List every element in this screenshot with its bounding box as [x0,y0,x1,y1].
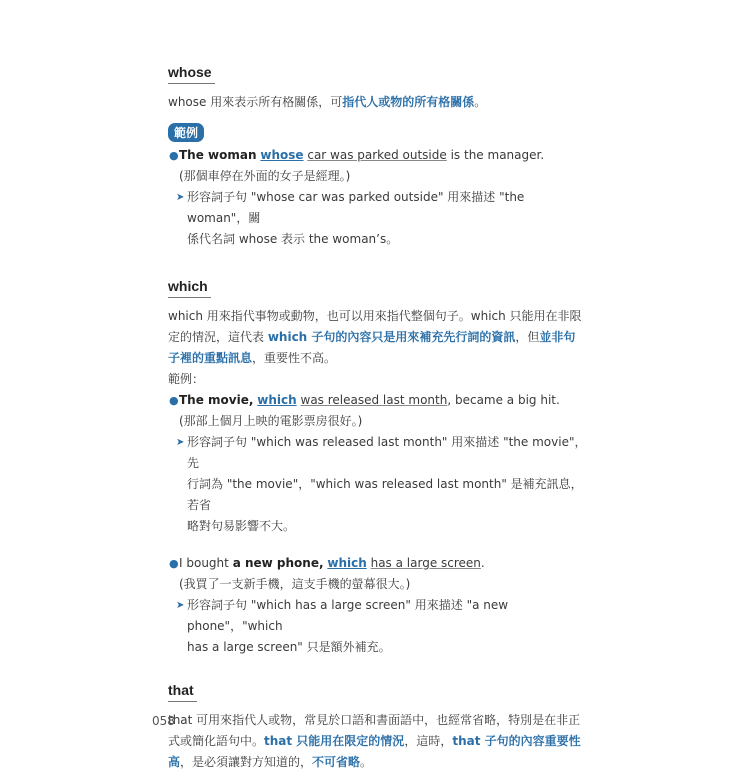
example-sentence: ● The movie, which was released last month, became a big hit. [168,390,588,411]
example-sentence: ● I bought a new phone, which has a large screen. [168,553,588,574]
bullet-dot-icon: ● [169,394,179,407]
explanation-note: ➤ 形容詞子句 "which has a large screen" 用來描述 "a new phone"，"which has a large screen" 只是額外補充。 [168,595,588,658]
arrow-right-icon: ➤ [176,192,185,203]
intro-paragraph: whose 用來表示所有格關係，可指代人或物的所有格關係。 [168,95,487,109]
section-heading: which [168,278,211,298]
arrow-right-icon: ➤ [176,437,185,448]
bullet-dot-icon: ● [169,149,179,162]
page-content [168,62,588,773]
page-number: 058 [152,714,175,728]
bullet-dot-icon: ● [169,557,179,570]
keyword: whose [260,148,304,162]
section-heading: whose [168,64,215,84]
highlight-text: 指代人或物的所有格關係 [342,95,475,109]
keyword: which [327,556,367,570]
arrow-right-icon: ➤ [176,600,185,611]
keyword: which [257,393,297,407]
section-which [168,276,588,658]
translation: (那個車停在外面的女子是經理。) [179,169,351,183]
translation: (我買了一支新手機，這支手機的螢幕很大。) [179,577,411,591]
example-badge: 範例 [168,123,204,142]
explanation-note: ➤ 形容詞子句 "which was released last month" 用來描述 "the movie"，先 行詞為 "the movie"，"which was released last month" 是補充訊息，若省 略對句易影響不大。 [168,432,588,537]
example-sentence: ● The woman whose car was parked outside is the manager. [168,145,588,166]
explanation-note: ➤ 形容詞子句 "whose car was parked outside" 用來描述 "the woman"，關 係代名詞 whose 表示 the woman’s。 [168,187,588,250]
intro-paragraph: that 可用來指代人或物，常見於口語和書面語中，也經常省略，特別是在非正 式或簡化語句中。that 只能用在限定的情況，這時，that 子句的內容重要性 高，是必須讓對方知道的，不可省略。 [168,713,581,769]
section-heading: that [168,682,197,702]
section-whose [168,62,588,250]
translation: (那部上個月上映的電影票房很好。) [179,414,363,428]
section-that [168,680,588,773]
example-label: 範例： [168,372,205,386]
intro-paragraph: which 用來指代事物或動物，也可以用來指代整個句子。which 只能用在非限 定的情況，這代表 which 子句的內容只是用來補充先行詞的資訊，但並非句 子裡的重點訊息，重要性不高。 範例： [168,309,582,386]
